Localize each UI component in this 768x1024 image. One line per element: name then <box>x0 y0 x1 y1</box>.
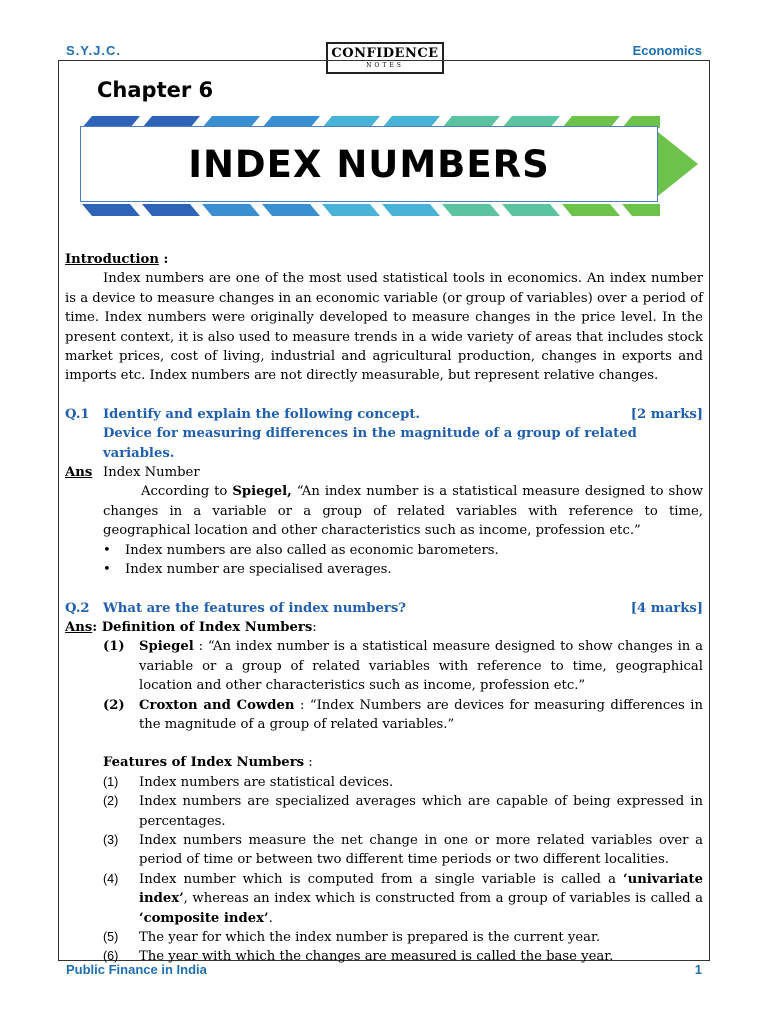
list-item: • Index numbers are also called as economic barometers. <box>103 542 499 558</box>
definition-item: (2) Croxton and Cowden : “Index Numbers are devices for measuring differences in the magnitude of a group of related variables.” <box>103 697 703 732</box>
logo-subtext: NOTES <box>366 62 404 69</box>
intro-paragraph: Index numbers are one of the most used statistical tools in economics. An index number is a device to measure changes in an economic variable (or group of variables) over a period of time. Index numbers were originally developed to measure changes in the price level. In the present context, it is also used to measure trends in a wide variety of areas that includes stock market prices, cost of living, industrial and agricultural production, changes in exports and imports etc. Index numbers are not directly measurable, but represent relative changes. <box>65 271 703 384</box>
list-item: (2) Index numbers are specialized averages which are capable of being expressed in percentages. <box>103 794 703 829</box>
list-item: (6) The year with which the changes are measured is called the base year. <box>103 949 614 965</box>
list-item: (1) Index numbers are statistical devices. <box>103 774 394 790</box>
logo-text: CONFIDENCE <box>331 46 439 61</box>
features-heading: Features of Index Numbers : <box>103 755 313 771</box>
header-subject-label: Economics <box>632 43 702 58</box>
title-banner <box>80 126 658 202</box>
list-item: (5) The year for which the index number is prepared is the current year. <box>103 930 601 945</box>
page-number: 1 <box>694 962 702 977</box>
header-class-label: S.Y.J.C. <box>66 43 121 58</box>
question-1: Q.1 Identify and explain the following concept. [2 marks] <box>65 406 703 422</box>
page-title: INDEX NUMBERS <box>188 143 550 186</box>
answer-1-definition: According to Spiegel, “An index number is a statistical measure designed to show changes in a variable or a group of related variables with reference to time, geographical location and other characteristics such as income, profession etc.” <box>103 484 703 539</box>
definition-item: (1) Spiegel : “An index number is a statistical measure designed to show changes in a variable or a group of related variables with reference to time, geographical location and other characteristics such as income, profession etc.” <box>103 639 703 694</box>
footer-topic: Public Finance in India <box>66 962 207 977</box>
main-content <box>65 250 703 967</box>
intro-heading: Introduction : <box>65 252 169 267</box>
chapter-heading: Chapter 6 <box>97 78 214 102</box>
list-item: • Index number are specialised averages. <box>103 562 392 578</box>
list-item: (4) Index number which is computed from a single variable is called a ‘univariate index’, whereas an index which is constructed from a group of variables is called a ‘composite index’. <box>103 871 703 926</box>
question-2: Q.2 What are the features of index numbers? [4 marks] <box>65 600 703 616</box>
list-item: (3) Index numbers measure the net change in one or more related variables over a period of time or between two different time periods or two different localities. <box>103 832 703 868</box>
answer-1-label: Ans Index Number <box>65 465 200 481</box>
answer-2-label: Ans: Definition of Index Numbers : <box>65 619 317 635</box>
arrow-right-icon <box>658 132 698 196</box>
question-1-sub: Device for measuring differences in the magnitude of a group of related variables. <box>103 426 637 461</box>
